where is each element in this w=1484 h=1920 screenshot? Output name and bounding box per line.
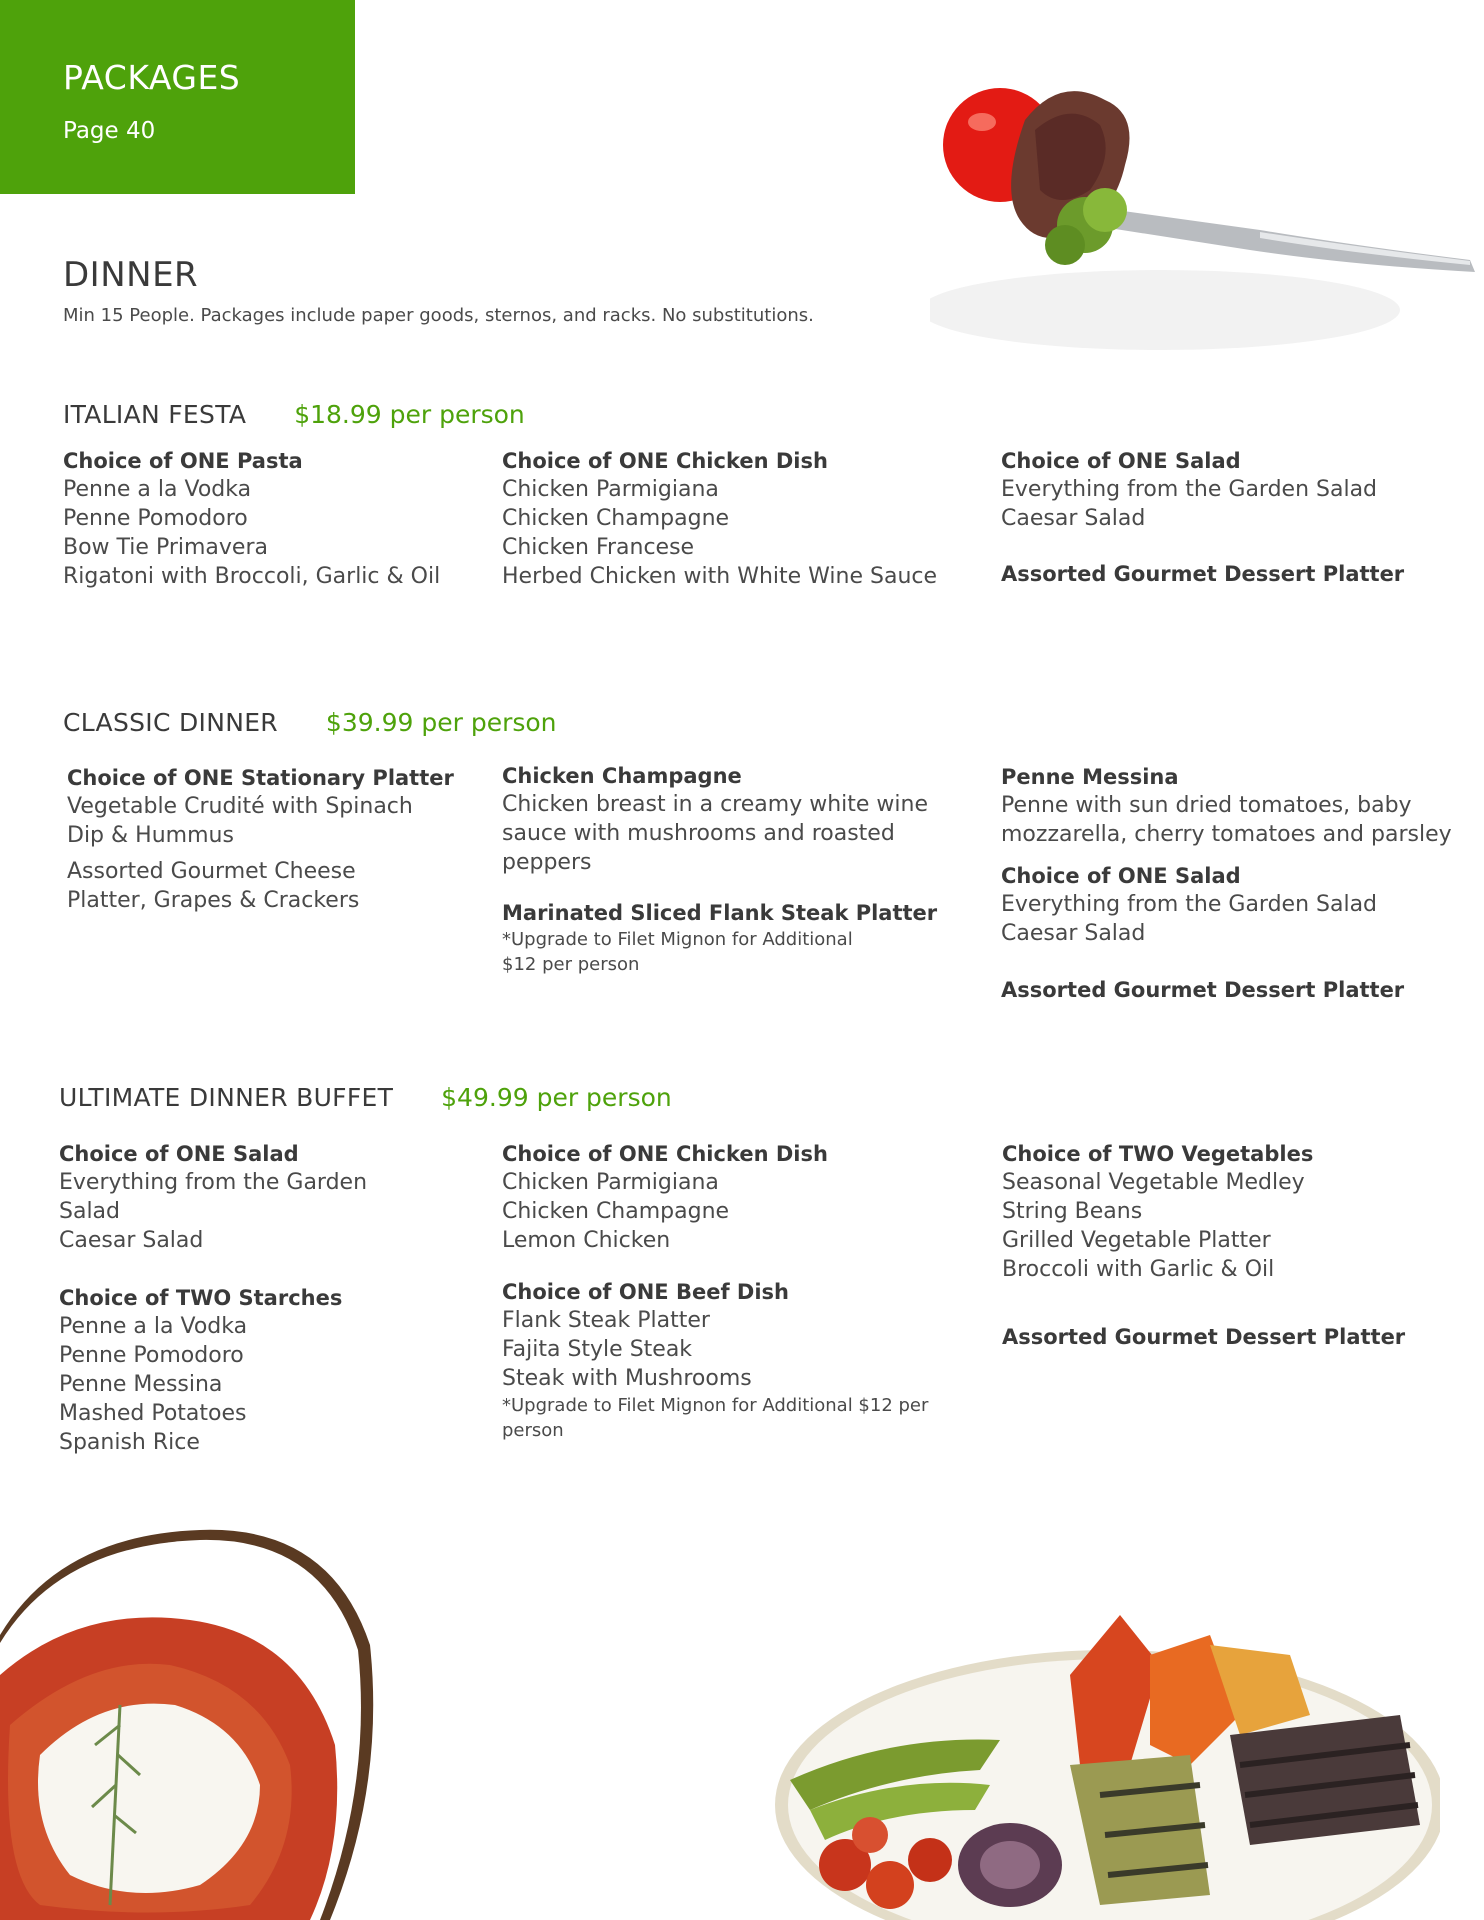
packages-banner bbox=[0, 0, 355, 194]
upgrade-note: $12 per person bbox=[502, 954, 640, 975]
choice-heading: Choice of TWO Starches bbox=[59, 1286, 343, 1310]
menu-item: Lemon Chicken bbox=[502, 1228, 671, 1253]
menu-item: Salad bbox=[59, 1199, 121, 1224]
upgrade-note: *Upgrade to Filet Mignon for Additional bbox=[502, 929, 853, 950]
menu-item: Penne Messina bbox=[59, 1372, 223, 1397]
package-name: CLASSIC DINNER bbox=[63, 708, 278, 737]
package-price: $49.99 per person bbox=[441, 1083, 672, 1112]
ultimate-chicken-beef bbox=[502, 1141, 928, 1443]
menu-item: Grilled Vegetable Platter bbox=[1002, 1228, 1271, 1253]
dish-description: Penne with sun dried tomatoes, baby bbox=[1001, 793, 1412, 818]
dessert-heading: Assorted Gourmet Dessert Platter bbox=[1001, 562, 1405, 586]
menu-item: Flank Steak Platter bbox=[502, 1308, 710, 1333]
choice-heading: Choice of ONE Salad bbox=[59, 1142, 299, 1166]
menu-item: Dip & Hummus bbox=[67, 823, 234, 848]
classic-dinner-platter bbox=[67, 765, 454, 915]
dish-heading: Marinated Sliced Flank Steak Platter bbox=[502, 901, 938, 925]
grilled-vegetables-image bbox=[770, 1595, 1440, 1920]
menu-item: Chicken Champagne bbox=[502, 1199, 730, 1224]
choice-heading: Choice of ONE Chicken Dish bbox=[502, 1142, 828, 1166]
classic-dinner-header bbox=[63, 708, 557, 737]
dessert-heading: Assorted Gourmet Dessert Platter bbox=[1001, 978, 1405, 1002]
menu-item: Chicken Champagne bbox=[502, 506, 730, 531]
italian-festa-chicken bbox=[502, 448, 937, 591]
dish-description: mozzarella, cherry tomatoes and parsley bbox=[1001, 822, 1452, 847]
menu-item: Chicken Francese bbox=[502, 535, 695, 560]
dish-description: Chicken breast in a creamy white wine bbox=[502, 792, 928, 817]
choice-heading: Choice of ONE Salad bbox=[1001, 864, 1241, 888]
italian-festa-pasta bbox=[63, 448, 440, 591]
menu-item: Steak with Mushrooms bbox=[502, 1366, 752, 1391]
dish-heading: Penne Messina bbox=[1001, 765, 1179, 789]
dish-heading: Chicken Champagne bbox=[502, 764, 742, 788]
menu-item: Spanish Rice bbox=[59, 1430, 200, 1455]
menu-item: Penne a la Vodka bbox=[63, 477, 252, 502]
menu-item: Fajita Style Steak bbox=[502, 1337, 693, 1362]
dish-description: peppers bbox=[502, 850, 592, 875]
menu-item: Mashed Potatoes bbox=[59, 1401, 247, 1426]
menu-item: Penne a la Vodka bbox=[59, 1314, 248, 1339]
menu-item: Penne Pomodoro bbox=[63, 506, 248, 531]
choice-heading: Choice of TWO Vegetables bbox=[1002, 1142, 1314, 1166]
choice-heading: Choice of ONE Salad bbox=[1001, 449, 1241, 473]
menu-item: Rigatoni with Broccoli, Garlic & Oil bbox=[63, 564, 441, 589]
menu-item: Vegetable Crudité with Spinach bbox=[67, 794, 413, 819]
dessert-heading: Assorted Gourmet Dessert Platter bbox=[1002, 1325, 1406, 1349]
menu-item: Everything from the Garden Salad bbox=[1001, 477, 1378, 502]
section-subtitle: Min 15 People. Packages include paper goods, sternos, and racks. No substitutions. bbox=[63, 305, 814, 326]
package-price: $18.99 per person bbox=[294, 400, 525, 429]
menu-item: Chicken Parmigiana bbox=[502, 1170, 719, 1195]
page-number: Page 40 bbox=[63, 118, 156, 144]
menu-item: Everything from the Garden Salad bbox=[1001, 892, 1378, 917]
package-name: ULTIMATE DINNER BUFFET bbox=[59, 1083, 394, 1112]
upgrade-note: *Upgrade to Filet Mignon for Additional $12 per bbox=[502, 1395, 929, 1416]
italian-festa-header bbox=[63, 400, 525, 429]
menu-item: Chicken Parmigiana bbox=[502, 477, 719, 502]
menu-item: Caesar Salad bbox=[1001, 921, 1146, 946]
menu-item: Penne Pomodoro bbox=[59, 1343, 244, 1368]
ultimate-buffet-header bbox=[59, 1083, 672, 1112]
classic-dinner-chicken bbox=[502, 763, 937, 977]
italian-festa-salad bbox=[1001, 448, 1404, 588]
choice-heading: Choice of ONE Pasta bbox=[63, 449, 303, 473]
menu-item: Platter, Grapes & Crackers bbox=[67, 888, 360, 913]
section-title: DINNER bbox=[63, 255, 199, 295]
ultimate-vegetables bbox=[1002, 1141, 1405, 1351]
chicken-parmigiana-image bbox=[0, 1525, 380, 1920]
choice-heading: Choice of ONE Chicken Dish bbox=[502, 449, 828, 473]
banner-title: PACKAGES bbox=[63, 58, 241, 97]
menu-item: Bow Tie Primavera bbox=[63, 535, 268, 560]
menu-item: Everything from the Garden bbox=[59, 1170, 368, 1195]
menu-item: Caesar Salad bbox=[1001, 506, 1146, 531]
classic-dinner-penne-salad bbox=[1001, 764, 1452, 1004]
package-name: ITALIAN FESTA bbox=[63, 400, 247, 429]
dish-description: sauce with mushrooms and roasted bbox=[502, 821, 895, 846]
choice-heading: Choice of ONE Stationary Platter bbox=[67, 766, 454, 790]
ultimate-salad-starches bbox=[59, 1141, 367, 1457]
fork-salad-image bbox=[930, 60, 1484, 380]
menu-item: Broccoli with Garlic & Oil bbox=[1002, 1257, 1275, 1282]
menu-item: Caesar Salad bbox=[59, 1228, 204, 1253]
package-price: $39.99 per person bbox=[325, 708, 557, 737]
upgrade-note: person bbox=[502, 1420, 564, 1441]
menu-item: Seasonal Vegetable Medley bbox=[1002, 1170, 1305, 1195]
choice-heading: Choice of ONE Beef Dish bbox=[502, 1280, 789, 1304]
menu-item: String Beans bbox=[1002, 1199, 1143, 1224]
menu-item: Assorted Gourmet Cheese bbox=[67, 859, 356, 884]
menu-item: Herbed Chicken with White Wine Sauce bbox=[502, 564, 938, 589]
